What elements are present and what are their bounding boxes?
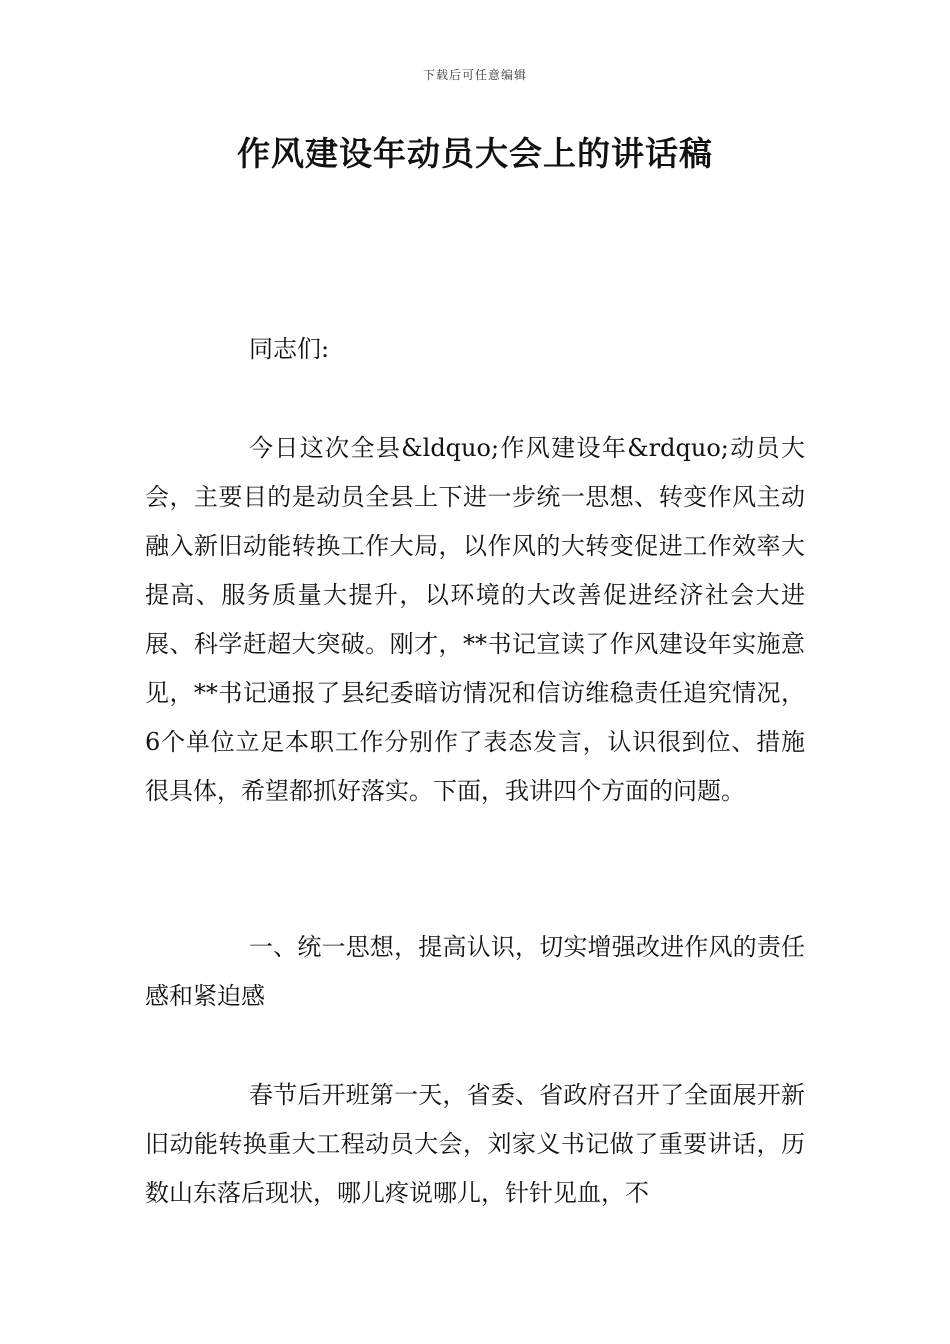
document-title: 作风建设年动员大会上的讲话稿 bbox=[237, 134, 713, 173]
greeting: 同志们: bbox=[249, 335, 330, 363]
paragraph-intro: 今日这次全县&ldquo;作风建设年&rdquo;动员大会，主要目的是动员全县上下进一步统一思想、转变作风主动融入新旧动能转换工作大局，以作风的大转变促进工作效率大提高、服务质量大提升，以环境的大改善促进经济社会大进展、科学赶超大突破。刚才，**书记宣读了作风建设年实施意见，**书记通报了县纪委暗访情况和信访维稳责任追究情况，6个单位立足本职工作分别作了表态发言，认识很到位、措施很具体，希望都抓好落实。下面，我讲四个方面的问题。 bbox=[145, 434, 805, 805]
section-heading-1: 一、统一思想，提高认识，切实增强改进作风的责任感和紧迫感 bbox=[145, 933, 805, 1010]
header-note: 下载后可任意编辑 bbox=[422, 68, 527, 82]
paragraph-section-1: 春节后开班第一天，省委、省政府召开了全面展开新旧动能转换重大工程动员大会，刘家义书记做了重要讲话，历数山东落后现状，哪儿疼说哪儿，针针见血，不 bbox=[145, 1081, 805, 1207]
